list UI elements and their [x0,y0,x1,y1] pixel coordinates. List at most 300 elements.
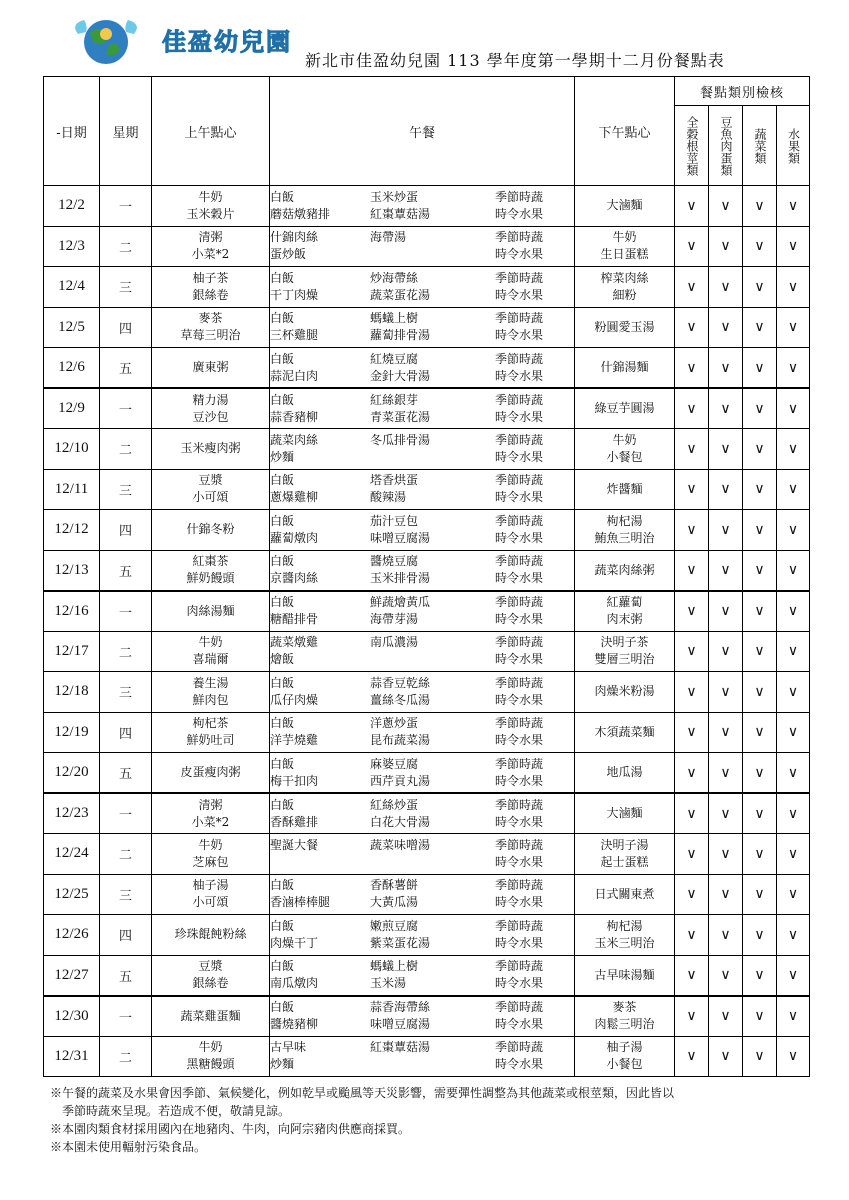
date-cell: 12/6 [44,348,100,389]
lunch-cell [270,510,575,551]
lunch-item: 季節時蔬 [495,716,544,731]
lunch-item: 金針大骨湯 [370,368,431,383]
date-cell: 12/20 [44,753,100,794]
footnote: ※本園未使用輻射污染食品。 [50,1140,207,1154]
morning-snack-cell: 枸杞茶 鮮奶吐司 [152,712,270,753]
check-mark-icon: ∨ [709,834,743,875]
table-row [44,510,810,551]
check-mark-icon: ∨ [709,429,743,470]
table-row [44,793,810,834]
morning-snack-cell: 豆漿 小可頌 [152,469,270,510]
check-mark-icon: ∨ [777,267,810,308]
col-header-lunch: 午餐 [270,77,575,186]
weekday-cell: 三 [100,672,152,713]
lunch-item: 白飯 [270,959,295,973]
date-cell: 12/27 [44,955,100,996]
check-mark-icon: ∨ [777,915,810,956]
check-mark-icon: ∨ [743,591,777,632]
table-row [44,1036,810,1077]
check-mark-icon: ∨ [709,348,743,389]
lunch-item: 時令水果 [495,530,544,545]
footnote: 季節時蔬來呈現。若造成不便，敬請見諒。 [62,1104,291,1118]
lunch-item: 紅燒豆腐 [370,351,419,366]
date-cell: 12/30 [44,996,100,1037]
check-mark-icon: ∨ [777,307,810,348]
check-mark-icon: ∨ [675,1036,709,1077]
lunch-item: 白飯 [270,392,295,407]
lunch-item: 炒麵 [270,1057,295,1072]
table-row [44,955,810,996]
check-mark-icon: ∨ [675,834,709,875]
lunch-item: 蔬菜味噌湯 [370,837,431,852]
lunch-cell [270,226,575,267]
weekday-cell: 四 [100,510,152,551]
lunch-item: 季節時蔬 [495,392,544,407]
page-title: 新北市佳盈幼兒園 113 學年度第一學期十二月份餐點表 [305,51,725,70]
lunch-item: 薑絲冬瓜湯 [370,692,431,707]
check-mark-icon: ∨ [743,915,777,956]
lunch-item: 時令水果 [495,409,544,424]
afternoon-snack-cell: 榨菜肉絲 細粉 [575,267,675,308]
date-cell: 12/18 [44,672,100,713]
weekday-cell: 一 [100,388,152,429]
lunch-cell [270,469,575,510]
check-mark-icon: ∨ [675,226,709,267]
afternoon-snack-cell: 什錦湯麵 [575,348,675,389]
lunch-cell [270,631,575,672]
table-row [44,591,810,632]
lunch-item: 時令水果 [495,733,544,748]
lunch-item: 洋芋燒雞 [270,733,319,748]
check-mark-icon: ∨ [675,429,709,470]
table-row [44,226,810,267]
lunch-item: 季節時蔬 [495,878,544,893]
lunch-item: 白飯 [270,595,295,609]
table-row [44,429,810,470]
morning-snack-cell: 玉米瘦肉粥 [152,429,270,470]
check-mark-icon: ∨ [743,550,777,591]
lunch-item: 燴飯 [270,652,295,667]
table-row [44,753,810,794]
lunch-item: 白飯 [270,716,295,731]
lunch-cell [270,793,575,834]
table-row [44,348,810,389]
weekday-cell: 二 [100,226,152,267]
lunch-item: 香酥薯餅 [370,878,419,893]
lunch-item: 味噌豆腐湯 [370,1017,431,1031]
morning-snack-cell: 清粥 小菜*2 [152,226,270,267]
weekday-cell: 一 [100,186,152,227]
lunch-item: 時令水果 [495,814,544,829]
check-mark-icon: ∨ [675,267,709,308]
check-mark-icon: ∨ [743,712,777,753]
lunch-item: 紅絲炒蛋 [370,797,419,812]
check-mark-icon: ∨ [777,429,810,470]
weekday-cell: 二 [100,834,152,875]
lunch-item: 洋蔥炒蛋 [370,716,419,731]
lunch-item: 青菜蛋花湯 [370,409,431,424]
date-cell: 12/2 [44,186,100,227]
lunch-item: 玉米炒蛋 [370,189,419,204]
check-mark-icon: ∨ [777,712,810,753]
footnotes [50,1084,830,1156]
lunch-cell [270,550,575,591]
lunch-item: 白飯 [270,797,295,812]
date-cell: 12/10 [44,429,100,470]
lunch-item: 白飯 [270,513,295,528]
check-mark-icon: ∨ [675,307,709,348]
weekday-cell: 一 [100,591,152,632]
date-cell: 12/17 [44,631,100,672]
afternoon-snack-cell: 柚子湯 小餐包 [575,1036,675,1077]
check-mark-icon: ∨ [709,631,743,672]
lunch-item: 蘿蔔排骨湯 [370,328,431,343]
weekday-cell: 五 [100,550,152,591]
check-mark-icon: ∨ [709,267,743,308]
lunch-item: 時令水果 [495,854,544,869]
footnote: ※本園肉類食材採用國內在地豬肉、牛肉，向阿宗豬肉供應商採買。 [50,1122,411,1136]
lunch-item: 季節時蔬 [495,1040,544,1055]
weekday-cell: 五 [100,753,152,794]
date-cell: 12/23 [44,793,100,834]
table-row [44,874,810,915]
date-cell: 12/3 [44,226,100,267]
lunch-item [270,854,370,871]
check-mark-icon: ∨ [709,955,743,996]
date-cell: 12/25 [44,874,100,915]
lunch-item: 季節時蔬 [495,432,544,447]
check-mark-icon: ∨ [743,186,777,227]
lunch-item: 玉米湯 [370,976,407,990]
check-mark-icon: ∨ [709,712,743,753]
date-cell: 12/16 [44,591,100,632]
check-mark-icon: ∨ [709,915,743,956]
lunch-item: 蔬菜燉雞 [270,635,319,650]
check-mark-icon: ∨ [777,1036,810,1077]
lunch-item: 季節時蔬 [495,959,544,973]
check-mark-icon: ∨ [743,955,777,996]
morning-snack-cell: 什錦冬粉 [152,510,270,551]
lunch-item: 季節時蔬 [495,595,544,609]
lunch-item: 白飯 [270,1000,295,1014]
lunch-item: 香滷棒棒腿 [270,895,331,910]
lunch-item: 玉米排骨湯 [370,571,431,585]
check-mark-icon: ∨ [743,996,777,1037]
check-mark-icon: ∨ [675,915,709,956]
check-mark-icon: ∨ [777,996,810,1037]
weekday-cell: 四 [100,307,152,348]
lunch-cell [270,996,575,1037]
lunch-item: 蔥爆雞柳 [270,490,319,505]
lunch-item: 蒜香海帶絲 [370,1000,431,1014]
lunch-cell [270,874,575,915]
check-mark-icon: ∨ [743,388,777,429]
afternoon-snack-cell: 枸杞湯 鮪魚三明治 [575,510,675,551]
lunch-item: 肉燥干丁 [270,935,319,950]
weekday-cell: 五 [100,348,152,389]
lunch-item: 季節時蔬 [495,473,544,488]
weekday-cell: 二 [100,631,152,672]
lunch-item: 醬燒豬柳 [270,1017,319,1031]
check-mark-icon: ∨ [777,388,810,429]
lunch-cell [270,591,575,632]
category-protein: 豆魚肉蛋類 [719,115,733,176]
lunch-item: 季節時蔬 [495,635,544,650]
lunch-item: 蒜泥白肉 [270,368,319,383]
lunch-item: 時令水果 [495,368,544,383]
lunch-item: 白飯 [270,473,295,488]
col-header-weekday: 星期 [100,77,152,186]
lunch-cell [270,429,575,470]
check-mark-icon: ∨ [675,672,709,713]
date-cell: 12/31 [44,1036,100,1077]
lunch-item: 香酥雞排 [270,814,319,829]
check-mark-icon: ∨ [709,591,743,632]
lunch-item: 季節時蔬 [495,230,544,245]
check-mark-icon: ∨ [675,793,709,834]
lunch-item [370,449,495,466]
check-mark-icon: ∨ [777,591,810,632]
lunch-item: 季節時蔬 [495,675,544,690]
morning-snack-cell: 肉絲湯麵 [152,591,270,632]
afternoon-snack-cell: 古早味湯麵 [575,955,675,996]
morning-snack-cell: 紅棗茶 鮮奶饅頭 [152,550,270,591]
check-mark-icon: ∨ [709,307,743,348]
afternoon-snack-cell: 木須蔬菜麵 [575,712,675,753]
lunch-item: 時令水果 [495,895,544,910]
col-header-date: -日期 [44,77,100,186]
lunch-item: 昆布蔬菜湯 [370,733,431,748]
check-mark-icon: ∨ [777,186,810,227]
table-row [44,672,810,713]
lunch-item: 南瓜濃湯 [370,635,419,650]
check-mark-icon: ∨ [675,753,709,794]
morning-snack-cell: 精力湯 豆沙包 [152,388,270,429]
lunch-item: 紅絲銀芽 [370,392,419,407]
lunch-item: 時令水果 [495,773,544,788]
check-mark-icon: ∨ [709,510,743,551]
meal-table [43,76,810,1077]
date-cell: 12/26 [44,915,100,956]
lunch-item: 京醬肉絲 [270,571,319,585]
table-row [44,915,810,956]
lunch-item: 蒜香豬柳 [270,409,319,424]
check-mark-icon: ∨ [675,186,709,227]
table-row [44,469,810,510]
morning-snack-cell: 皮蛋瘦肉粥 [152,753,270,794]
lunch-cell [270,348,575,389]
date-cell: 12/12 [44,510,100,551]
lunch-item [370,1056,495,1073]
school-logo [70,14,310,66]
weekday-cell: 三 [100,267,152,308]
weekday-cell: 一 [100,793,152,834]
morning-snack-cell: 牛奶 黑糖饅頭 [152,1036,270,1077]
afternoon-snack-cell: 決明子湯 起士蛋糕 [575,834,675,875]
weekday-cell: 一 [100,996,152,1037]
weekday-cell: 五 [100,955,152,996]
check-mark-icon: ∨ [743,348,777,389]
afternoon-snack-cell: 決明子茶 雙層三明治 [575,631,675,672]
check-mark-icon: ∨ [675,591,709,632]
afternoon-snack-cell: 紅蘿蔔 肉末粥 [575,591,675,632]
check-mark-icon: ∨ [743,834,777,875]
lunch-item: 季節時蔬 [495,311,544,326]
check-mark-icon: ∨ [675,874,709,915]
check-mark-icon: ∨ [709,226,743,267]
weekday-cell: 四 [100,712,152,753]
check-mark-icon: ∨ [777,672,810,713]
lunch-item: 季節時蔬 [495,837,544,852]
lunch-item: 白飯 [270,756,295,771]
lunch-item: 季節時蔬 [495,189,544,204]
date-cell: 12/4 [44,267,100,308]
lunch-cell [270,186,575,227]
check-mark-icon: ∨ [709,1036,743,1077]
morning-snack-cell: 柚子湯 小可頌 [152,874,270,915]
afternoon-snack-cell: 大滷麵 [575,186,675,227]
check-mark-icon: ∨ [675,712,709,753]
lunch-item: 季節時蔬 [495,797,544,812]
lunch-item: 干丁肉燥 [270,287,319,302]
morning-snack-cell: 豆漿 銀絲卷 [152,955,270,996]
lunch-item: 大黃瓜湯 [370,895,419,910]
lunch-item: 瓜仔肉燥 [270,692,319,707]
check-mark-icon: ∨ [743,753,777,794]
check-mark-icon: ∨ [777,348,810,389]
check-mark-icon: ∨ [709,388,743,429]
check-mark-icon: ∨ [743,226,777,267]
check-mark-icon: ∨ [777,631,810,672]
check-mark-icon: ∨ [709,469,743,510]
morning-snack-cell: 養生湯 鮮肉包 [152,672,270,713]
afternoon-snack-cell: 日式關東煮 [575,874,675,915]
lunch-item: 味噌豆腐湯 [370,530,431,545]
lunch-item: 季節時蔬 [495,554,544,568]
lunch-cell [270,672,575,713]
lunch-cell [270,915,575,956]
lunch-item: 白飯 [270,311,295,326]
check-mark-icon: ∨ [743,874,777,915]
lunch-item: 時令水果 [495,206,544,221]
date-cell: 12/13 [44,550,100,591]
check-mark-icon: ∨ [743,631,777,672]
lunch-item: 醬燒豆腐 [370,554,419,568]
date-cell: 12/5 [44,307,100,348]
afternoon-snack-cell: 牛奶 小餐包 [575,429,675,470]
lunch-item: 紅棗蕈菇湯 [370,206,431,221]
afternoon-snack-cell: 麥茶 肉鬆三明治 [575,996,675,1037]
lunch-item: 季節時蔬 [495,351,544,366]
check-mark-icon: ∨ [709,874,743,915]
lunch-item: 炒麵 [270,449,295,464]
check-mark-icon: ∨ [743,510,777,551]
morning-snack-cell: 蔬菜雞蛋麵 [152,996,270,1037]
col-header-afternoon-snack: 下午點心 [575,77,675,186]
lunch-item: 西芹貢丸湯 [370,773,431,788]
morning-snack-cell: 牛奶 喜瑞爾 [152,631,270,672]
morning-snack-cell: 珍珠餛飩粉絲 [152,915,270,956]
lunch-item: 鮮蔬燴黃瓜 [370,595,431,609]
afternoon-snack-cell: 牛奶 生日蛋糕 [575,226,675,267]
lunch-cell [270,712,575,753]
date-cell: 12/19 [44,712,100,753]
lunch-item: 季節時蔬 [495,1000,544,1014]
check-mark-icon: ∨ [675,469,709,510]
lunch-item [370,651,495,668]
table-row [44,307,810,348]
lunch-item: 時令水果 [495,247,544,262]
date-cell: 12/11 [44,469,100,510]
morning-snack-cell: 牛奶 玉米穀片 [152,186,270,227]
check-mark-icon: ∨ [709,753,743,794]
check-mark-icon: ∨ [709,186,743,227]
lunch-item: 時令水果 [495,692,544,707]
check-mark-icon: ∨ [743,1036,777,1077]
lunch-cell [270,955,575,996]
lunch-item: 蘿蔔燉肉 [270,530,319,545]
weekday-cell: 三 [100,469,152,510]
lunch-item: 蘑菇燉豬排 [270,206,331,221]
table-row [44,712,810,753]
table-row [44,834,810,875]
check-mark-icon: ∨ [743,469,777,510]
date-cell: 12/9 [44,388,100,429]
lunch-item: 蔬菜蛋花湯 [370,287,431,302]
lunch-item: 塔香烘蛋 [370,473,419,488]
check-mark-icon: ∨ [675,348,709,389]
afternoon-snack-cell: 綠豆芋圓湯 [575,388,675,429]
check-mark-icon: ∨ [675,631,709,672]
morning-snack-cell: 柚子茶 銀絲卷 [152,267,270,308]
check-mark-icon: ∨ [709,672,743,713]
lunch-item: 時令水果 [495,976,544,990]
afternoon-snack-cell: 大滷麵 [575,793,675,834]
table-row [44,388,810,429]
lunch-item: 古早味 [270,1040,307,1055]
footnote: ※午餐的蔬菜及水果會因季節、氣候變化，例如乾旱或颱風等天災影響，需要彈性調整為其他蔬菜或根莖類，因此皆以 [50,1086,675,1100]
category-fruit: 水果類 [786,127,801,164]
lunch-item: 冬瓜排骨湯 [370,432,431,447]
lunch-item: 炒海帶絲 [370,270,419,285]
afternoon-snack-cell: 粉圓愛玉湯 [575,307,675,348]
lunch-cell [270,388,575,429]
lunch-item: 季節時蔬 [495,513,544,528]
table-row [44,996,810,1037]
check-mark-icon: ∨ [777,550,810,591]
lunch-item [370,246,495,263]
lunch-cell [270,753,575,794]
table-row [44,267,810,308]
lunch-item: 季節時蔬 [495,918,544,933]
lunch-item: 時令水果 [495,612,544,626]
lunch-item: 紫菜蛋花湯 [370,935,431,950]
lunch-item: 嫩煎豆腐 [370,918,419,933]
morning-snack-cell: 麥茶 草莓三明治 [152,307,270,348]
lunch-item: 螞蟻上樹 [370,311,419,326]
lunch-item: 時令水果 [495,328,544,343]
table-row [44,186,810,227]
lunch-item: 時令水果 [495,449,544,464]
check-mark-icon: ∨ [777,510,810,551]
lunch-item: 酸辣湯 [370,490,407,505]
col-header-category-check: 餐點類別檢核 [675,77,810,106]
lunch-item: 白飯 [270,189,295,204]
lunch-item: 白飯 [270,351,295,366]
logo-lettering: 佳盈幼兒園 [162,28,292,56]
check-mark-icon: ∨ [743,672,777,713]
col-header-morning-snack: 上午點心 [152,77,270,186]
